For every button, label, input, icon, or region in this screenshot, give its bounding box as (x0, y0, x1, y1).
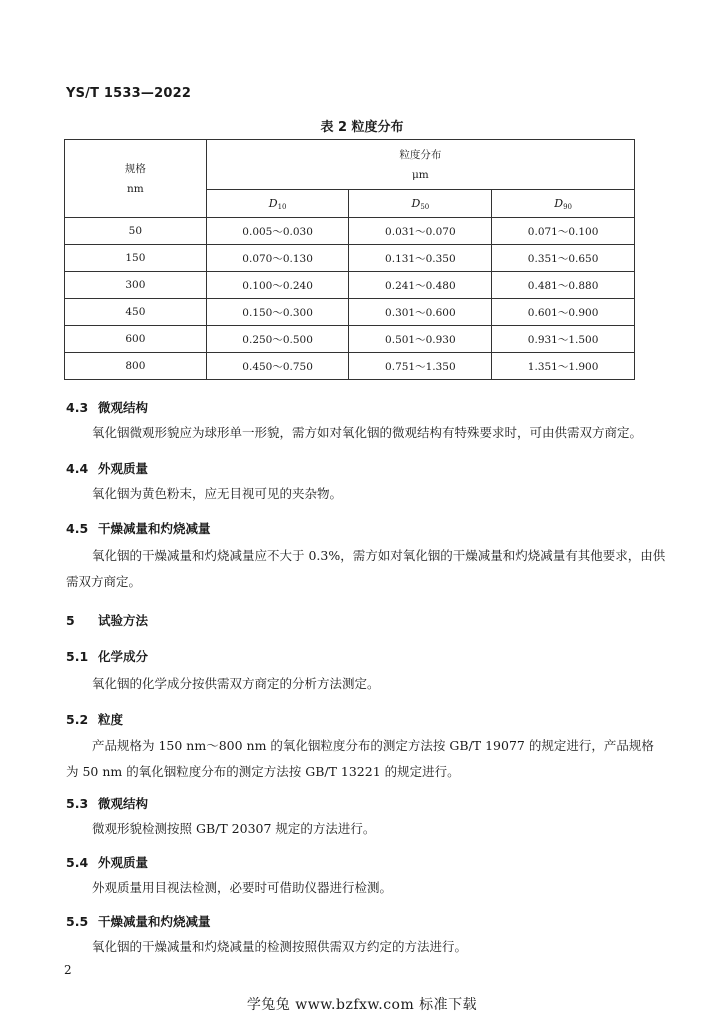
table-cell: 450 (65, 299, 207, 326)
table-cell: 0.031～0.070 (349, 218, 492, 245)
section-heading-5-1: 5.1 化学成分 (66, 649, 149, 664)
section-heading-5: 5 试验方法 (66, 613, 149, 628)
table-cell: 50 (65, 218, 207, 245)
section-text-5-5: 氧化铟的干燥减量和灼烧减量的检测按照供需双方约定的方法进行。 (92, 939, 468, 954)
document-code: YS/T 1533—2022 (66, 86, 192, 101)
table-row (65, 245, 635, 272)
table-cell: 0.100～0.240 (206, 272, 349, 299)
table-cell: 0.601～0.900 (492, 299, 635, 326)
table-cell: 0.301～0.600 (349, 299, 492, 326)
section-heading-5-2: 5.2 粒度 (66, 712, 124, 727)
table-cell: 0.751～1.350 (349, 353, 492, 380)
table-cell: 1.351～1.900 (492, 353, 635, 380)
spec-unit: nm (127, 182, 144, 195)
table-cell: 0.131～0.350 (349, 245, 492, 272)
table-cell: 0.070～0.130 (206, 245, 349, 272)
section-heading-4-3: 4.3 微观结构 (66, 400, 149, 415)
table-cell: 600 (65, 326, 207, 353)
table-cell: 0.501～0.930 (349, 326, 492, 353)
page-number: 2 (64, 963, 72, 977)
table-cell: 0.931～1.500 (492, 326, 635, 353)
spec-label: 规格 (124, 162, 146, 175)
distribution-label: 粒度分布 (399, 148, 442, 161)
table-cell: 0.241～0.480 (349, 272, 492, 299)
table-cell: 0.071～0.100 (492, 218, 635, 245)
section-heading-5-5: 5.5 干燥减量和灼烧减量 (66, 914, 211, 929)
table-row (65, 326, 635, 353)
table-cell: 0.150～0.300 (206, 299, 349, 326)
table-row (65, 299, 635, 326)
section-text-5-4: 外观质量用目视法检测，必要时可借助仪器进行检测。 (92, 880, 393, 895)
d90-header: $D_{90}$ (492, 190, 635, 218)
section-text-5-3: 微观形貌检测按照 GB/T 20307 规定的方法进行。 (92, 821, 376, 836)
section-heading-4-4: 4.4 外观质量 (66, 461, 149, 476)
distribution-header-cell (206, 140, 634, 190)
section-text-5-2: 产品规格为 150 nm～800 nm 的氧化铟粒度分布的测定方法按 GB/T 19077 的规定进行，产品规格为 50 nm 的氧化铟粒度分布的测定方法按 GB/T 13221 的规定进行。 (66, 738, 654, 779)
section-text-4-4: 氧化铟为黄色粉末，应无目视可见的夹杂物。 (92, 486, 343, 501)
section-heading-4-5: 4.5 干燥减量和灼烧减量 (66, 521, 211, 536)
table-cell: 800 (65, 353, 207, 380)
footer-watermark: 学兔兔 www.bzfxw.com 标准下载 (246, 997, 478, 1013)
table-row (65, 218, 635, 245)
table-title: 表 2 粒度分布 (320, 120, 404, 135)
table-cell: 0.005～0.030 (206, 218, 349, 245)
particle-distribution-table (64, 139, 635, 380)
section-text-4-5: 氧化铟的干燥减量和灼烧减量应不大于 0.3%，需方如对氧化铟的干燥减量和灼烧减量有其他要求，由供需双方商定。 (66, 548, 666, 589)
table-cell: 0.481～0.880 (492, 272, 635, 299)
distribution-unit: μm (411, 168, 429, 181)
d50-header: $D_{50}$ (349, 190, 492, 218)
section-text-4-3: 氧化铟微观形貌应为球形单一形貌，需方如对氧化铟的微观结构有特殊要求时，可由供需双方商定。 (92, 425, 643, 440)
table-cell: 150 (65, 245, 207, 272)
table-row (65, 353, 635, 380)
table-cell: 0.351～0.650 (492, 245, 635, 272)
section-text-5-1: 氧化铟的化学成分按供需双方商定的分析方法测定。 (92, 676, 380, 691)
table-cell: 0.450～0.750 (206, 353, 349, 380)
d10-header: $D_{10}$ (206, 190, 349, 218)
table-header-row (65, 140, 635, 190)
table-cell: 300 (65, 272, 207, 299)
section-heading-5-3: 5.3 微观结构 (66, 796, 149, 811)
table-row (65, 272, 635, 299)
spec-header-cell (65, 140, 207, 218)
table-cell: 0.250～0.500 (206, 326, 349, 353)
section-heading-5-4: 5.4 外观质量 (66, 855, 149, 870)
